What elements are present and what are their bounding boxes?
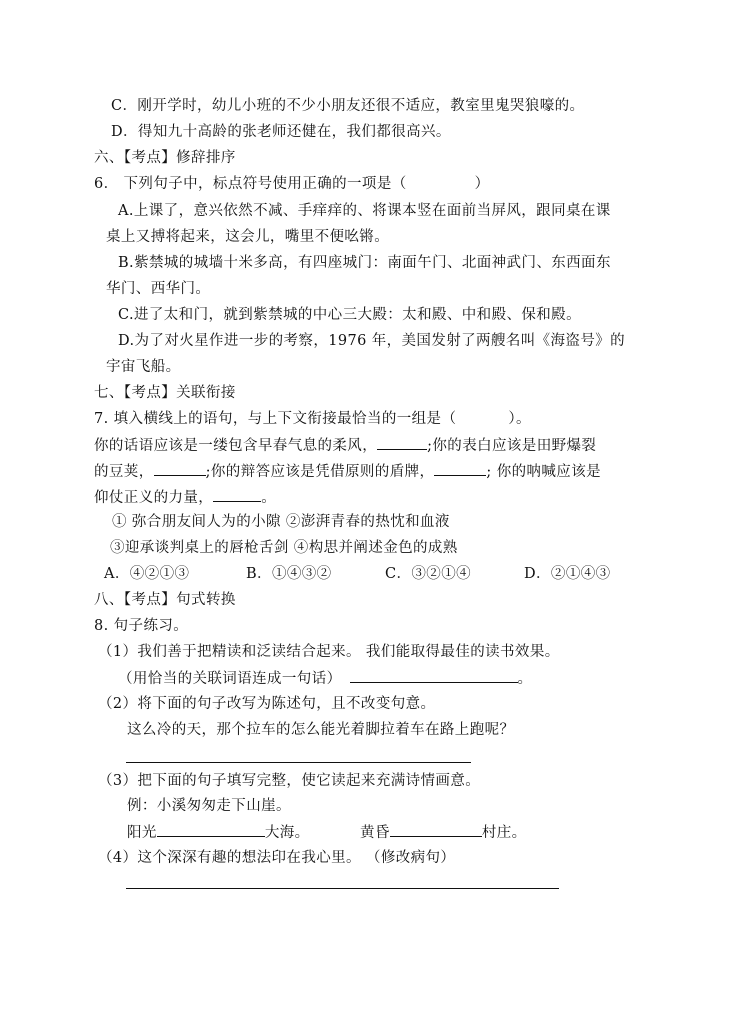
passage-line-3	[94, 487, 276, 508]
question-6-text: 6． 下列句子中，标点符号使用正确的一项是（	[94, 176, 407, 192]
option-7d: D．②①④③	[524, 566, 611, 582]
fill-blank[interactable]	[377, 435, 427, 450]
answer-line[interactable]	[350, 668, 518, 683]
fill-blank[interactable]	[213, 487, 261, 502]
option-6d-line1: D.为了对火星作进一步的考察，1976 年，美国发射了两艘名叫《海盗号》的	[118, 333, 626, 349]
fill-blank[interactable]	[154, 461, 206, 476]
subquestion-1-hint: （用恰当的关联词语连成一句话）	[118, 671, 342, 687]
subquestion-1: （1）我们善于把精读和泛读结合起来。 我们能取得最佳的读书效果。	[98, 644, 560, 660]
option-6b-line2: 华门、西华门。	[106, 281, 211, 297]
option-6a-line1: A.上课了，意兴依然不减、手痒痒的、将课本竖在面前当屏风，跟同桌在课	[118, 203, 611, 219]
passage-text: ;你的辩答应该是凭借原则的盾牌，	[205, 464, 435, 480]
option-6d-line2: 宇宙飞船。	[106, 359, 181, 375]
passage-text: ;你的表白应该是田野爆裂	[427, 438, 597, 454]
choice-items-line-1: ① 弥合朋友间人为的小隙 ②澎湃青春的热忱和血液	[112, 514, 450, 530]
subquestion-3-example: 例：小溪匆匆走下山崖。	[127, 798, 291, 814]
subquestion-2: （2）将下面的句子改写为陈述句，且不改变句意。	[98, 696, 436, 712]
option-7c: C．③②①④	[385, 566, 471, 582]
subquestion-2-sentence: 这么冷的天，那个拉车的怎么能光着脚拉着车在路上跑呢？	[127, 722, 515, 738]
question-6	[94, 174, 490, 194]
fill-label: 阳光	[127, 825, 157, 841]
question-8: 8. 句子练习。	[94, 618, 189, 634]
section-8-heading: 八、【考点】句式转换	[94, 592, 236, 608]
passage-text: 你的话语应该是一缕包含早春气息的柔风，	[94, 438, 378, 454]
passage-text: ; 你的呐喊应该是	[486, 464, 601, 480]
passage-line-2	[94, 461, 601, 482]
choice-items-line-2: ③迎承谈判桌上的唇枪舌剑 ④构思并阐述金色的成熟	[110, 540, 458, 556]
subquestion-3-fill-b	[360, 822, 527, 843]
fill-label: 大海。	[264, 825, 310, 841]
section-6-heading: 六、【考点】修辞排序	[94, 150, 236, 166]
passage-text: 仰仗正义的力量，	[94, 490, 214, 506]
fill-blank[interactable]	[157, 822, 265, 837]
subquestion-3-fill-a	[127, 822, 310, 843]
option-7b: B．①④③②	[246, 566, 332, 582]
option-d-text: D．得知九十高龄的张老师还健在，我们都很高兴。	[111, 124, 451, 140]
option-6c-line1: C.进了太和门，就到紫禁城的中心三大殿：太和殿、中和殿、保和殿。	[118, 307, 581, 323]
subquestion-3: （3）把下面的句子填写完整，使它读起来充满诗情画意。	[98, 773, 481, 789]
subquestion-1-answer	[118, 668, 532, 689]
question-7-close: ）。	[508, 411, 531, 427]
question-6-close: ）	[474, 176, 490, 192]
option-6a-line2: 桌上又搏将起来，这会儿，嘴里不便吆锵。	[106, 229, 390, 245]
passage-text: 。	[261, 490, 277, 506]
fill-label: 村庄。	[481, 825, 527, 841]
fill-blank[interactable]	[390, 822, 482, 837]
fill-blank[interactable]	[434, 461, 486, 476]
period: 。	[517, 671, 533, 687]
subquestion-4: （4）这个深深有趣的想法印在我心里。 （修改病句）	[98, 850, 456, 866]
passage-line-1	[94, 435, 596, 456]
question-7	[94, 409, 531, 429]
answer-line[interactable]	[126, 762, 471, 763]
option-c-text: C．刚开学时，幼儿小班的不少小朋友还很不适应，教室里鬼哭狼嚎的。	[111, 98, 585, 114]
passage-text: 的豆荚，	[94, 464, 154, 480]
option-7a: A．④②①③	[104, 566, 190, 582]
fill-label: 黄昏	[360, 825, 390, 841]
question-7-text: 7. 填入横线上的语句，与上下文衔接最恰当的一组是（	[94, 411, 457, 427]
answer-line[interactable]	[126, 888, 559, 889]
section-7-heading: 七、【考点】关联衔接	[94, 385, 236, 401]
option-6b-line1: B.紫禁城的城墙十米多高，有四座城门：南面午门、北面神武门、东西面东	[118, 255, 611, 271]
